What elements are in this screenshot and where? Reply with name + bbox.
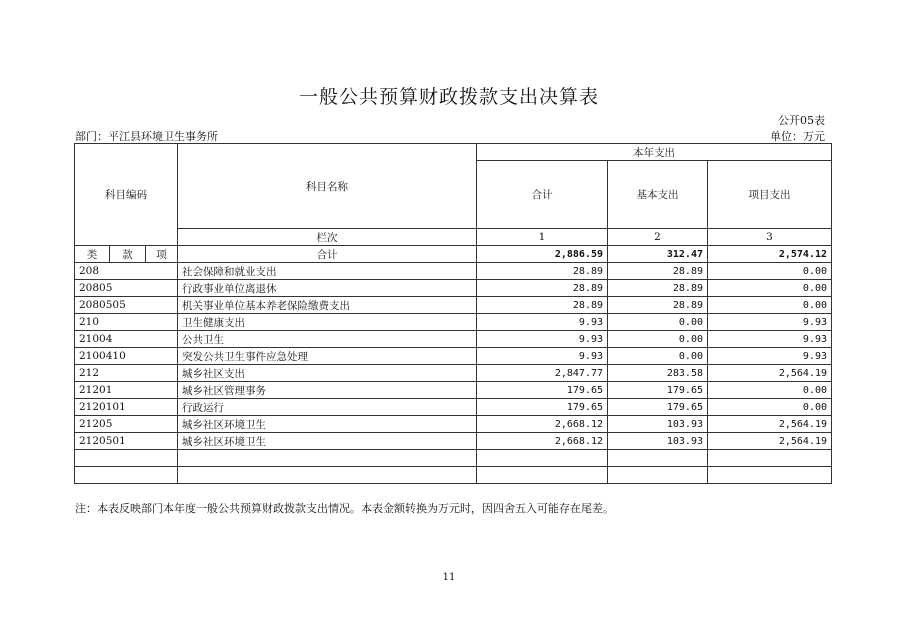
empty-cell [708,467,832,484]
row-name: 行政事业单位离退休 [178,280,477,297]
table-row [75,314,832,331]
row-code: 212 [75,365,178,382]
empty-cell [608,450,708,467]
header-project: 项目支出 [708,161,832,229]
form-number: 公开05表 [778,114,825,127]
header-col2: 2 [608,229,708,246]
header-code: 科目编码 [75,144,178,246]
row-project: 9.93 [708,314,832,331]
row-name: 突发公共卫生事件应急处理 [178,348,477,365]
row-code: 2100410 [75,348,178,365]
page-number: 11 [442,572,456,583]
row-code: 208 [75,263,178,280]
header-kuan: 款 [110,246,146,263]
row-name: 城乡社区环境卫生 [178,416,477,433]
page-title: 一般公共预算财政拨款支出决算表 [298,86,599,108]
empty-cell [477,467,608,484]
header-lei: 类 [75,246,110,263]
sum-label: 合计 [178,246,477,263]
row-code: 2120501 [75,433,178,450]
row-code: 21004 [75,331,178,348]
row-total: 2,668.12 [477,416,608,433]
row-project: 2,564.19 [708,365,832,382]
empty-cell [608,467,708,484]
header-col1: 1 [477,229,608,246]
row-code: 2080505 [75,297,178,314]
row-total: 9.93 [477,348,608,365]
row-basic: 103.93 [608,433,708,450]
header-basic: 基本支出 [608,161,708,229]
row-project: 9.93 [708,348,832,365]
header-total: 合计 [477,161,608,229]
row-total: 2,847.77 [477,365,608,382]
empty-cell [178,450,477,467]
header-row-1 [75,144,832,161]
expense-table [74,143,832,484]
empty-cell [477,450,608,467]
row-basic: 179.65 [608,399,708,416]
header-year-expense: 本年支出 [477,144,832,161]
table-row [75,263,832,280]
row-project: 2,564.19 [708,433,832,450]
empty-cell [75,450,178,467]
empty-cell [708,450,832,467]
row-name: 机关事业单位基本养老保险缴费支出 [178,297,477,314]
row-code: 210 [75,314,178,331]
row-name: 城乡社区管理事务 [178,382,477,399]
table-row [75,433,832,450]
sum-project: 2,574.12 [708,246,832,263]
header-row-lanci [75,229,832,246]
row-basic: 28.89 [608,280,708,297]
header-name: 科目名称 [178,144,477,229]
row-basic: 28.89 [608,297,708,314]
row-code: 21205 [75,416,178,433]
unit-label: 单位：万元 [770,130,825,143]
header-xiang: 项 [146,246,178,263]
row-name: 卫生健康支出 [178,314,477,331]
table-row [75,297,832,314]
row-total: 2,668.12 [477,433,608,450]
row-total: 28.89 [477,263,608,280]
row-code: 21201 [75,382,178,399]
row-basic: 0.00 [608,348,708,365]
row-total: 28.89 [477,297,608,314]
header-col3: 3 [708,229,832,246]
empty-row [75,467,832,484]
footnote: 注：本表反映部门本年度一般公共预算财政拨款支出情况。本表金额转换为万元时，因四舍五入可能存在尾差。 [75,502,614,515]
table-row [75,399,832,416]
row-name: 社会保障和就业支出 [178,263,477,280]
table-row [75,280,832,297]
row-total: 9.93 [477,331,608,348]
row-name: 城乡社区环境卫生 [178,433,477,450]
row-basic: 28.89 [608,263,708,280]
empty-cell [75,467,178,484]
table-row [75,416,832,433]
sum-basic: 312.47 [608,246,708,263]
row-project: 0.00 [708,297,832,314]
row-project: 0.00 [708,382,832,399]
row-project: 0.00 [708,280,832,297]
row-total: 9.93 [477,314,608,331]
row-total: 28.89 [477,280,608,297]
empty-row [75,450,832,467]
row-name: 城乡社区支出 [178,365,477,382]
row-basic: 0.00 [608,331,708,348]
row-code: 2120101 [75,399,178,416]
table-row [75,382,832,399]
row-basic: 283.58 [608,365,708,382]
department-label: 部门：平江县环境卫生事务所 [75,130,218,143]
total-row [75,246,832,263]
row-name: 行政运行 [178,399,477,416]
table-row [75,331,832,348]
row-total: 179.65 [477,399,608,416]
row-name: 公共卫生 [178,331,477,348]
row-basic: 103.93 [608,416,708,433]
empty-cell [178,467,477,484]
table-row [75,348,832,365]
row-project: 0.00 [708,263,832,280]
row-total: 179.65 [477,382,608,399]
row-project: 9.93 [708,331,832,348]
row-basic: 179.65 [608,382,708,399]
row-project: 2,564.19 [708,416,832,433]
row-project: 0.00 [708,399,832,416]
sum-total: 2,886.59 [477,246,608,263]
header-lanci: 栏次 [178,229,477,246]
row-basic: 0.00 [608,314,708,331]
row-code: 20805 [75,280,178,297]
table-row [75,365,832,382]
